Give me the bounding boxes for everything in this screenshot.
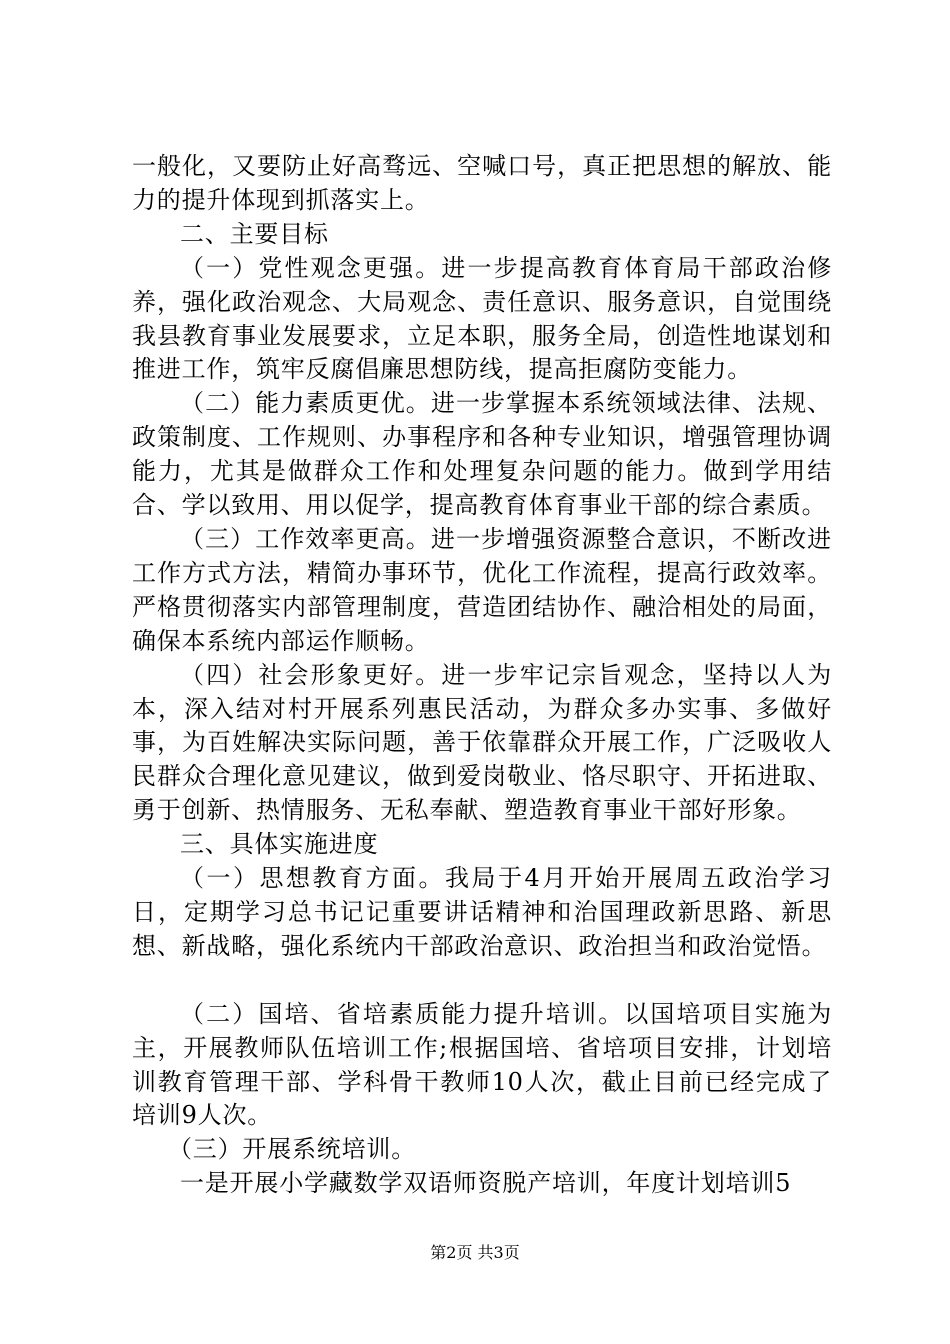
paragraph-training-1: 一是开展小学藏数学双语师资脱产培训，年度计划培训5: [180, 1169, 792, 1198]
paragraph-goal-1: （一）党性观念更强。进一步提高教育体育局干部政治修养，强化政治观念、大局观念、责任意识、服务意识，自觉围绕我县教育事业发展要求，立足本职，服务全局，创造性地谋划和推进工作，筑牢反腐倡廉思想防线，提高拒腐防变能力。: [132, 253, 832, 384]
paragraph-goal-3: （三）工作效率更高。进一步增强资源整合意识，不断改进工作方式方法，精简办事环节，优化工作流程，提高行政效率。严格贯彻落实内部管理制度，营造团结协作、融洽相处的局面，确保本系统内部运作顺畅。: [132, 524, 832, 655]
document-body: [132, 150, 832, 1201]
page-number-footer: 第2页 共3页: [430, 1243, 520, 1262]
paragraph-schedule-3: （三）开展系统培训。: [168, 1135, 416, 1164]
paragraph-goal-4: （四）社会形象更好。进一步牢记宗旨观念，坚持以人为本，深入结对村开展系列惠民活动，为群众多办实事、多做好事，为百姓解决实际问题，善于依靠群众开展工作，广泛吸收人民群众合理化意见建议，做到爱岗敬业、恪尽职守、开拓进取、勇于创新、热情服务、无私奉献、塑造教育事业干部好形象。: [132, 660, 832, 825]
paragraph-goal-2: （二）能力素质更优。进一步掌握本系统领域法律、法规、政策制度、工作规则、办事程序和各种专业知识，增强管理协调能力，尤其是做群众工作和处理复杂问题的能力。做到学用结合、学以致用、用以促学，提高教育体育事业干部的综合素质。: [132, 389, 832, 520]
paragraph-continuation: 一般化，又要防止好高骛远、空喊口号，真正把思想的解放、能力的提升体现到抓落实上。: [132, 152, 832, 214]
section-heading-schedule: 三、具体实施进度: [180, 830, 379, 859]
paragraph-schedule-2: （二）国培、省培素质能力提升培训。以国培项目实施为主，开展教师队伍培训工作;根据国培、省培项目安排，计划培训教育管理干部、学科骨干教师10人次，截止目前已经完成了培训9人次。: [132, 999, 832, 1130]
section-heading-main-goals: 二、主要目标: [180, 219, 329, 248]
paragraph-schedule-1: （一）思想教育方面。我局于4月开始开展周五政治学习日，定期学习总书记记重要讲话精神和治国理政新思路、新思想、新战略，强化系统内干部政治意识、政治担当和政治觉悟。: [132, 864, 832, 960]
